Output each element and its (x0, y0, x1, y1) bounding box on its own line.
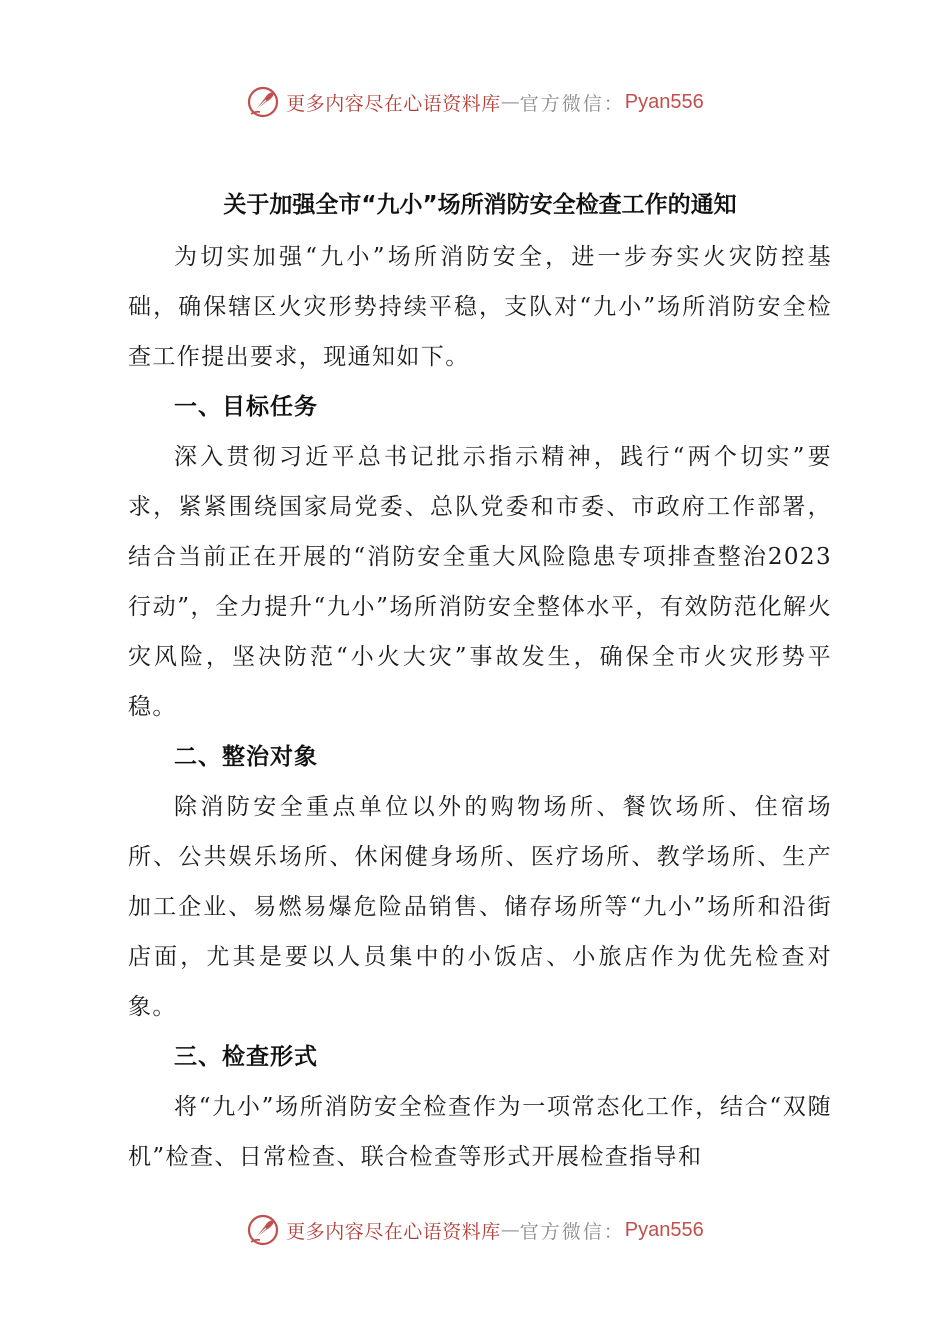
intro-paragraph: 为切实加强“九小”场所消防安全，进一步夯实火灾防控基础，确保辖区火灾形势持续平稳，支队对“九小”场所消防安全检查工作提出要求，现通知如下。 (128, 244, 832, 370)
section-paragraph: 深入贯彻习近平总书记批示指示精神，践行“两个切实”要求，紧紧围绕国家局党委、总队党委和市委、市政府工作部署，结合当前正在开展的“消防安全重大风险隐患专项排查整治2023行动”，全力提升“九小”场所消防安全整体水平，有效防范化解火灾风险，坚决防范“小火大灾”事故发生，确保全市火灾形势平稳。 (128, 444, 832, 720)
quill-pen-logo-icon (246, 85, 280, 119)
quill-pen-logo-icon (246, 1213, 280, 1247)
section-heading: 三、检查形式 (174, 1044, 318, 1070)
watermark-banner-top (0, 80, 950, 124)
section-heading: 一、目标任务 (174, 394, 318, 420)
watermark-separator: — (500, 1219, 520, 1241)
watermark-wechat-id: Pyan556 (624, 90, 704, 113)
watermark-main-text: 更多内容尽在心语资料库 (286, 92, 501, 115)
section-heading: 二、整治对象 (174, 744, 318, 770)
watermark-main-text: 更多内容尽在心语资料库 (286, 1220, 501, 1243)
watermark-official-label: 官方微信： (519, 92, 625, 115)
watermark-separator: — (500, 91, 520, 113)
watermark-official-label: 官方微信： (519, 1220, 625, 1243)
watermark-banner-bottom (0, 1208, 950, 1252)
document-body (128, 232, 832, 1182)
document-title: 关于加强全市“九小”场所消防安全检查工作的通知 (223, 192, 737, 218)
section-paragraph: 除消防安全重点单位以外的购物场所、餐饮场所、住宿场所、公共娱乐场所、休闲健身场所、医疗场所、教学场所、生产加工企业、易燃易爆危险品销售、储存场所等“九小”场所和沿街店面，尤其是要以人员集中的小饭店、小旅店作为优先检查对象。 (128, 794, 832, 1020)
watermark-wechat-id: Pyan556 (624, 1218, 704, 1241)
section-paragraph: 将“九小”场所消防安全检查作为一项常态化工作，结合“双随机”检查、日常检查、联合检查等形式开展检查指导和 (128, 1094, 832, 1170)
